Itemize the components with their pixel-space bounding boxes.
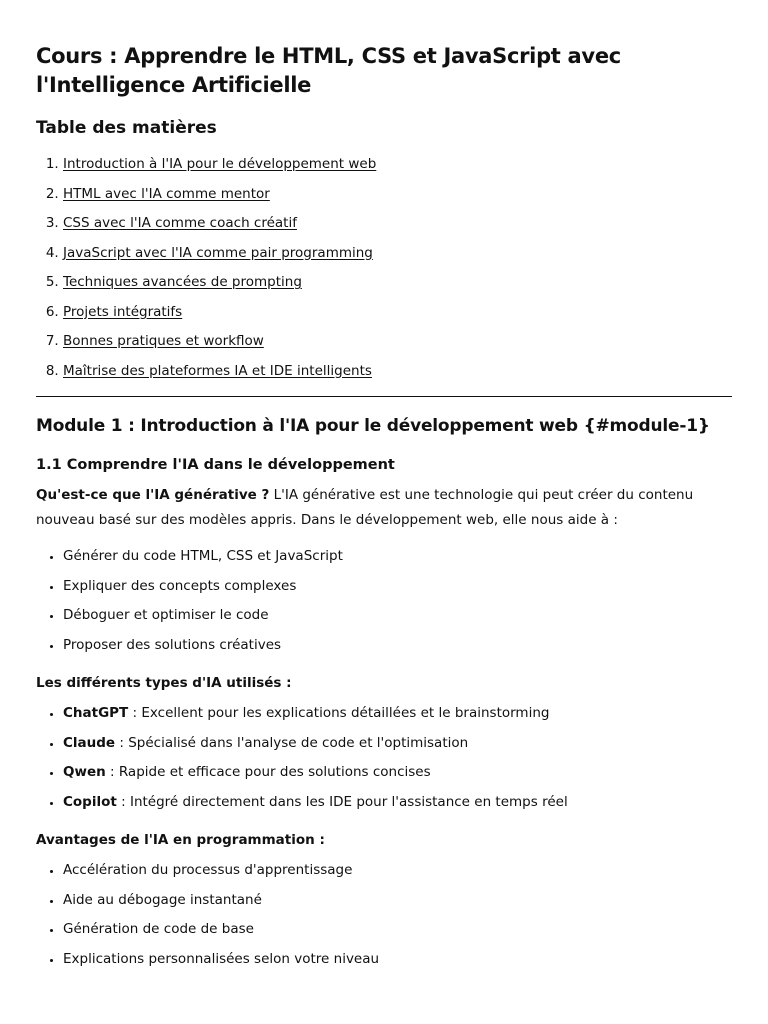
intro-bold-question: Qu'est-ce que l'IA générative ? xyxy=(36,487,270,503)
types-heading: Les différents types d'IA utilisés : xyxy=(36,675,292,691)
list-item: • Déboguer et optimiser le code xyxy=(63,601,732,631)
ai-types-list xyxy=(36,699,732,817)
list-item xyxy=(63,699,732,729)
toc-link-1[interactable]: Introduction à l'IA pour le développement web xyxy=(63,156,377,172)
toc-link-4[interactable]: JavaScript avec l'IA comme pair programming xyxy=(63,244,373,261)
toc-link-8[interactable]: Maîtrise des plateformes IA et IDE intelligents xyxy=(63,362,372,379)
toc-link-5[interactable]: Techniques avancées de prompting xyxy=(63,274,302,290)
toc-item xyxy=(63,298,732,328)
list-item xyxy=(63,729,732,759)
ai-description: : Rapide et efficace pour des solutions concises xyxy=(105,764,431,780)
ai-description: : Spécialisé dans l'analyse de code et l'optimisation xyxy=(115,734,469,751)
ai-description: : Excellent pour les explications détaillées et le brainstorming xyxy=(128,705,550,721)
list-item: • Génération de code de base xyxy=(63,915,732,945)
ai-name: Copilot xyxy=(63,793,117,810)
list-item xyxy=(63,758,732,788)
list-item: • Aide au débogage instantané xyxy=(63,886,732,916)
toc-link-7[interactable]: Bonnes pratiques et workflow xyxy=(63,333,264,349)
advantages-heading: Avantages de l'IA en programmation : xyxy=(36,832,325,848)
toc-item xyxy=(63,239,732,269)
ai-name: Claude xyxy=(63,734,116,751)
document-title: Cours : Apprendre le HTML, CSS et JavaScript avec l'Intelligence Artificielle xyxy=(36,44,621,97)
ai-description: : Intégré directement dans les IDE pour l'assistance en temps réel xyxy=(116,793,568,810)
uses-list xyxy=(36,542,732,660)
table-of-contents xyxy=(36,150,732,386)
intro-text: L'IA générative est une technologie qui peut créer du contenu nouveau basé sur des modèles appris. Dans le développement web, elle nous aide à : xyxy=(36,487,694,528)
list-item xyxy=(63,788,732,818)
section-divider xyxy=(36,396,732,397)
section-title: 1.1 Comprendre l'IA dans le développement xyxy=(36,457,395,473)
module-title: Module 1 : Introduction à l'IA pour le développement web {#module-1} xyxy=(36,416,710,436)
list-item: • Générer du code HTML, CSS et JavaScript xyxy=(63,542,732,572)
toc-item xyxy=(63,209,732,239)
toc-item xyxy=(63,150,732,180)
list-item: • Expliquer des concepts complexes xyxy=(63,572,732,602)
ai-name: Qwen xyxy=(63,764,106,780)
toc-link-3[interactable]: CSS avec l'IA comme coach créatif xyxy=(63,215,297,231)
toc-item xyxy=(63,180,732,210)
toc-item xyxy=(63,268,732,298)
toc-link-6[interactable]: Projets intégratifs xyxy=(63,303,183,320)
ai-name: ChatGPT xyxy=(63,705,129,721)
list-item: • Accélération du processus d'apprentissage xyxy=(63,856,732,886)
toc-link-2[interactable]: HTML avec l'IA comme mentor xyxy=(63,185,270,202)
list-item: • Proposer des solutions créatives xyxy=(63,631,732,661)
toc-heading: Table des matières xyxy=(36,118,217,138)
advantages-list xyxy=(36,856,732,974)
toc-item xyxy=(63,327,732,357)
toc-item xyxy=(63,357,732,387)
intro-paragraph xyxy=(36,483,732,533)
list-item: • Explications personnalisées selon votre niveau xyxy=(63,945,732,975)
